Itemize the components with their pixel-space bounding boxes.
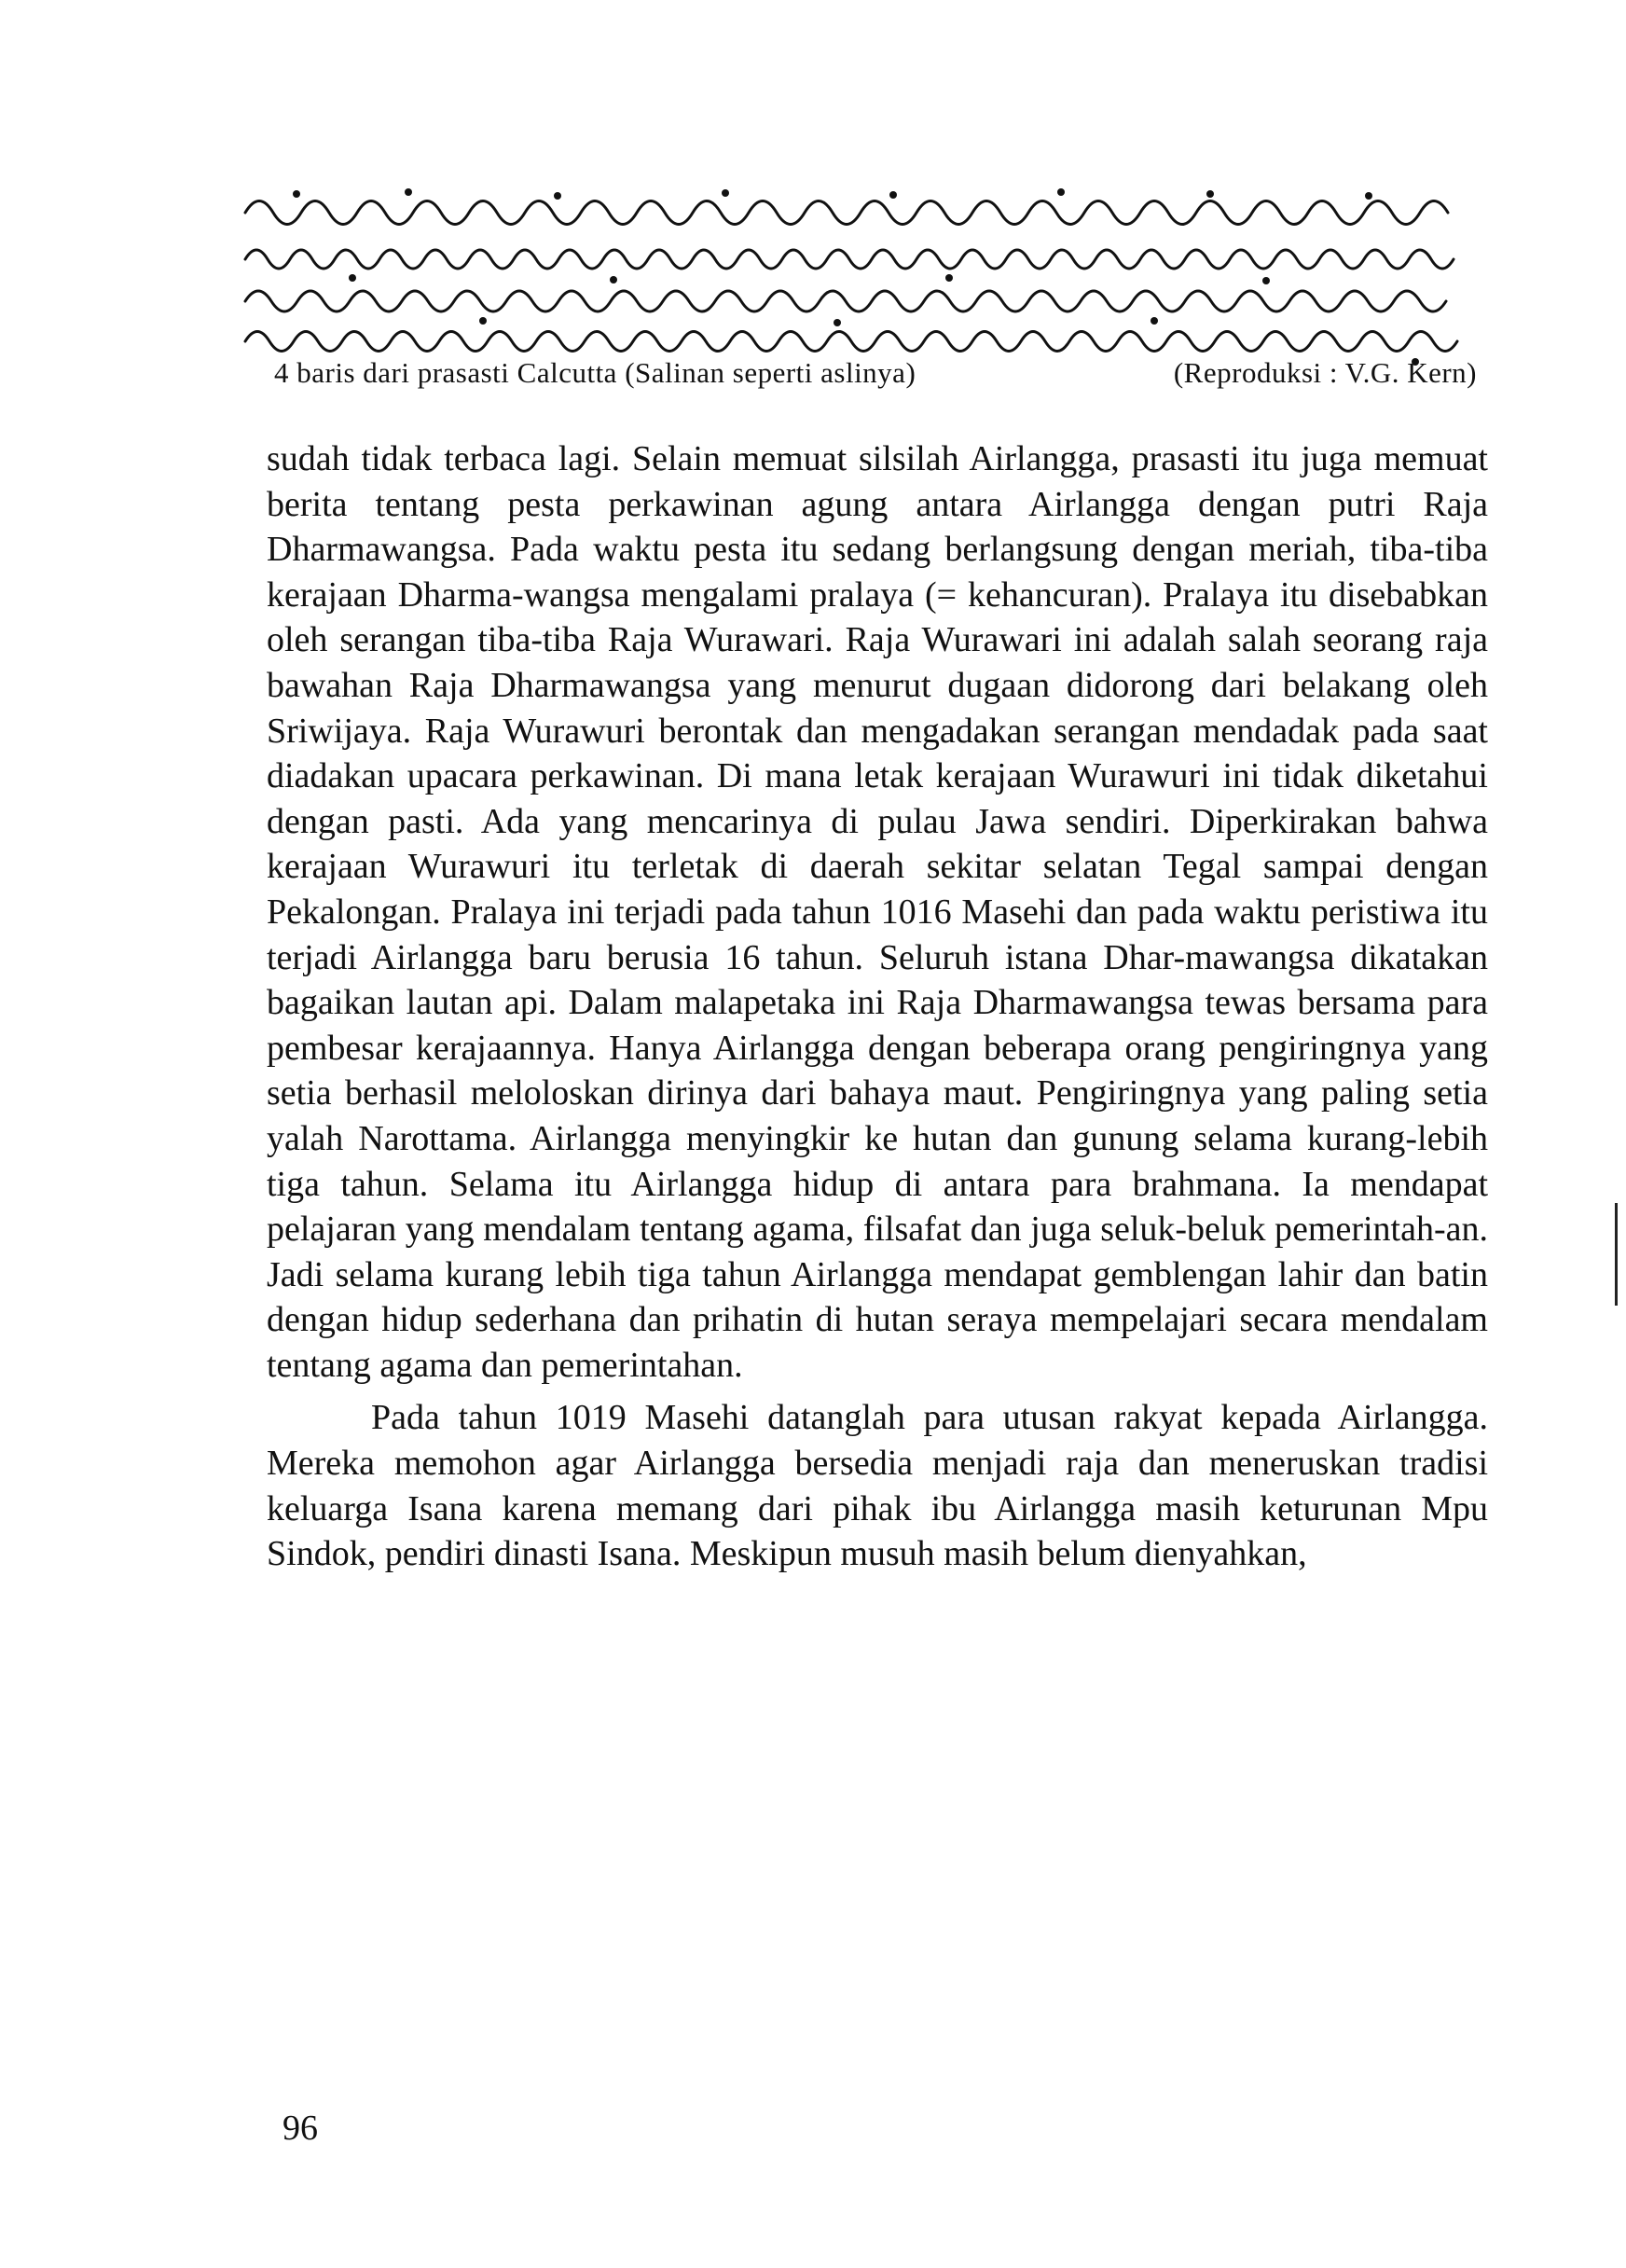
figure-caption xyxy=(274,356,1477,390)
margin-mark xyxy=(1615,1203,1618,1306)
caption-right: (Reproduksi : V.G. Kern) xyxy=(1173,356,1477,389)
body-text xyxy=(267,436,1488,1577)
paragraph-2: Pada tahun 1019 Masehi datanglah para utusan rakyat kepada Airlangga. Mereka memohon agar Airlangga bersedia menjadi raja dan meneruskan tradisi keluarga Isana karena memang dari pihak ibu Airlangga masih keturunan Mpu Sindok, pendiri dinasti Isana. Meskipun musuh masih belum dienyahkan, xyxy=(267,1398,1488,1574)
inscription-script-drawing xyxy=(241,175,1471,371)
paragraph-1: sudah tidak terbaca lagi. Selain memuat silsilah Airlangga, prasasti itu juga memuat berita tentang pesta perkawinan agung antara Airlangga dengan putri Raja Dharmawangsa. Pada waktu pesta itu sedang berlangsung dengan meriah, tiba-tiba kerajaan Dharma-wangsa mengalami pralaya (= kehancuran). Pralaya itu disebabkan oleh serangan tiba-tiba Raja Wurawari. Raja Wurawari ini adalah salah seorang raja bawahan Raja Dharmawangsa yang menurut dugaan didorong dari belakang oleh Sriwijaya. Raja Wurawuri berontak dan mengadakan serangan mendadak pada saat diadakan upacara perkawinan. Di mana letak kerajaan Wurawuri ini tidak diketahui dengan pasti. Ada yang mencarinya di pulau Jawa sendiri. Diperkirakan bahwa kerajaan Wurawuri itu terletak di daerah sekitar selatan Tegal sampai dengan Pekalongan. Pralaya ini terjadi pada tahun 1016 Masehi dan pada waktu peristiwa itu terjadi Airlangga baru berusia 16 tahun. Seluruh istana Dhar-mawangsa dikatakan bagaikan lautan api. Dalam malapetaka ini Raja Dharmawangsa tewas bersama para pembesar kerajaannya. Hanya Airlangga dengan beberapa orang pengiringnya yang setia berhasil meloloskan dirinya dari bahaya maut. Pengiringnya yang paling setia yalah Narottama. Airlangga menyingkir ke hutan dan gunung selama kurang-lebih tiga tahun. Selama itu Airlangga hidup di antara para brahmana. Ia mendapat pelajaran yang mendalam tentang agama, filsafat dan juga seluk-beluk pemerintah-an. Jadi selama kurang lebih tiga tahun Airlangga mendapat gemblengan lahir dan batin dengan hidup sederhana dan prihatin di hutan seraya mempelajari secara mendalam tentang agama dan pemerintahan. xyxy=(267,439,1488,1385)
page-number: 96 xyxy=(282,2109,318,2148)
inscription-image xyxy=(241,175,1471,371)
caption-left: 4 baris dari prasasti Calcutta (Salinan seperti aslinya) xyxy=(274,356,916,389)
